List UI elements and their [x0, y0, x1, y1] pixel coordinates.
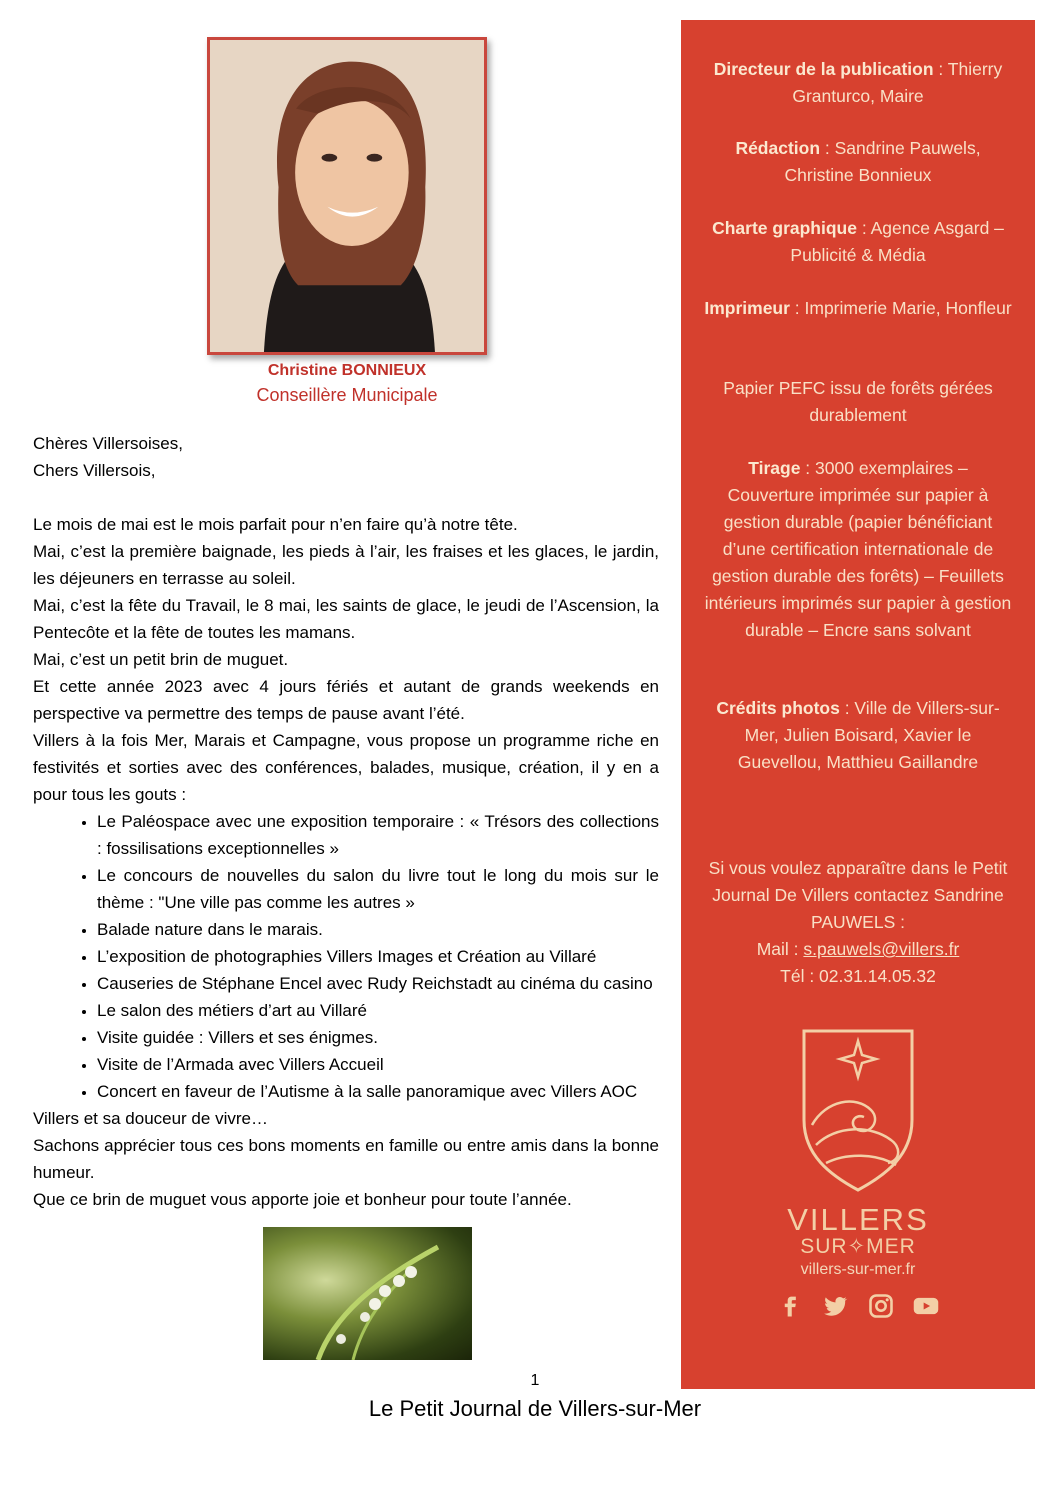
greeting-line: Chères Villersoises,	[33, 434, 183, 453]
contact-text: Si vous voulez apparaître dans le Petit Journal De Villers contactez Sandrine PAUWELS :	[708, 858, 1008, 932]
letter-paragraph: Que ce brin de muguet vous apporte joie et bonheur pour toute l’année.	[33, 1190, 572, 1209]
mail-link[interactable]: s.pauwels@villers.fr	[803, 939, 960, 959]
editorial-letter	[33, 430, 659, 1213]
tirage-label: Tirage	[748, 458, 801, 478]
imprimeur-label: Imprimeur	[704, 298, 790, 318]
list-item: • L’exposition de photographies Villers Images et Création au Villaré	[97, 943, 659, 970]
letter-paragraph: Villers et sa douceur de vivre…	[33, 1109, 268, 1128]
list-item: • Le Paléospace avec une exposition temporaire : « Trésors des collections : fossilisations exceptionnelles »	[97, 808, 659, 862]
list-item: • Visite guidée : Villers et ses énigmes.	[97, 1024, 659, 1051]
charte-label: Charte graphique	[712, 218, 857, 238]
author-role: Conseillère Municipale	[256, 385, 438, 405]
letter-paragraph: Mai, c’est la fête du Travail, le 8 mai, les saints de glace, le jeudi de l’Ascension, la Pentecôte et la fête de toutes les mamans.	[33, 596, 659, 642]
website-url[interactable]: villers-sur-mer.fr	[800, 1261, 916, 1278]
mail-label: Mail :	[756, 939, 804, 959]
redaction-label: Rédaction	[735, 138, 821, 158]
logo-text-villers: VILLERS	[787, 1202, 929, 1237]
director-value: : Thierry Granturco, Maire	[792, 59, 1003, 106]
credits-sidebar	[681, 20, 1035, 1389]
instagram-icon[interactable]	[867, 1292, 895, 1320]
letter-paragraph: Mai, c’est la première baignade, les pieds à l’air, les fraises et les glaces, le jardin, les déjeuners en terrasse au soleil.	[33, 542, 659, 588]
credits-label: Crédits photos	[716, 698, 840, 718]
greeting-line: Chers Villersois,	[33, 461, 156, 480]
credits-value: : Ville de Villers-sur-Mer, Julien Boisard, Xavier le Guevellou, Matthieu Gaillandre	[737, 698, 1000, 772]
tel-line: Tél : 02.31.14.05.32	[780, 966, 936, 986]
charte-value: : Agence Asgard – Publicité & Média	[790, 218, 1004, 265]
list-item: • Visite de l’Armada avec Villers Accueil	[97, 1051, 659, 1078]
page-number: 1	[530, 1372, 540, 1389]
list-item: • Causeries de Stéphane Encel avec Rudy Reichstadt au cinéma du casino	[97, 970, 659, 997]
letter-paragraph: Mai, c’est un petit brin de muguet.	[33, 650, 289, 669]
list-item: • Le concours de nouvelles du salon du livre tout le long du mois sur le thème : "Une ville pas comme les autres »	[97, 862, 659, 916]
imprimeur-value: : Imprimerie Marie, Honfleur	[789, 298, 1012, 318]
redaction-value: : Sandrine Pauwels, Christine Bonnieux	[784, 138, 981, 185]
mail-line	[703, 936, 1013, 963]
logo-text-sur-mer: SUR✧MER	[800, 1235, 916, 1255]
author-portrait	[207, 37, 487, 355]
tirage-block	[703, 455, 1013, 644]
events-list	[33, 808, 659, 1105]
credits-block	[703, 695, 1013, 776]
charte-block	[703, 215, 1013, 269]
facebook-icon[interactable]	[776, 1292, 804, 1320]
list-item: • Concert en faveur de l’Autisme à la salle panoramique avec Villers AOC	[97, 1078, 659, 1105]
papier-block: Papier PEFC issu de forêts gérées durablement	[723, 378, 993, 425]
contact-block	[703, 855, 1013, 990]
villers-logo	[776, 1025, 940, 1255]
tirage-value: : 3000 exemplaires – Couverture imprimée sur papier à gestion durable (papier bénéficiant d’une certification internationale de gestion durable des forêts) – Feuillets intérieurs imprimés sur papier à gestion durable – Encre sans solvant	[704, 458, 1012, 640]
publication-title: Le Petit Journal de Villers-sur-Mer	[368, 1396, 702, 1421]
youtube-icon[interactable]	[912, 1292, 940, 1320]
list-item: • Balade nature dans le marais.	[97, 916, 659, 943]
redaction-block	[703, 135, 1013, 189]
twitter-icon[interactable]	[821, 1292, 849, 1320]
list-item: • Le salon des métiers d’art au Villaré	[97, 997, 659, 1024]
letter-paragraph: Sachons apprécier tous ces bons moments en famille ou entre amis dans la bonne humeur.	[33, 1136, 659, 1182]
director-label: Directeur de la publication	[713, 59, 934, 79]
imprimeur-block	[703, 295, 1013, 322]
muguet-photo	[263, 1227, 472, 1360]
letter-paragraph: Villers à la fois Mer, Marais et Campagne, vous propose un programme riche en festivités et sorties avec des conférences, balades, musique, création, il y en a pour tous les gouts :	[33, 731, 659, 804]
letter-paragraph: Le mois de mai est le mois parfait pour n’en faire qu’à notre tête.	[33, 515, 518, 534]
social-links	[776, 1292, 940, 1320]
director-block	[703, 56, 1013, 110]
letter-paragraph: Et cette année 2023 avec 4 jours fériés et autant de grands weekends en perspective va permettre des temps de pause avant l’été.	[33, 677, 659, 723]
author-name: Christine BONNIEUX	[267, 362, 427, 379]
